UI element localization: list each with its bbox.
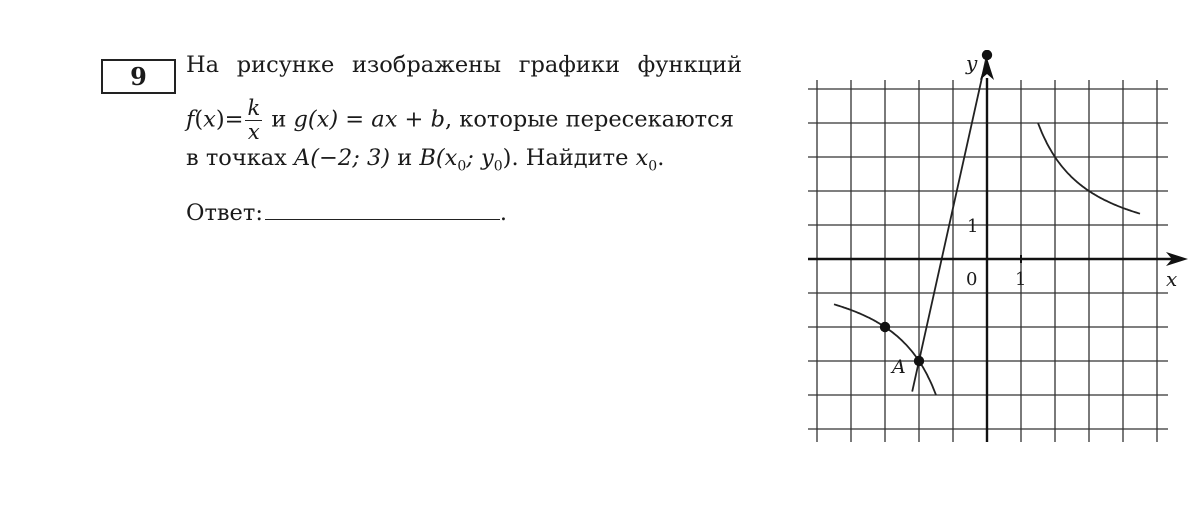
task-line-1 xyxy=(186,52,742,78)
graph-point-marker xyxy=(982,50,992,60)
word: графики xyxy=(518,52,620,78)
conjunction: и xyxy=(264,106,294,133)
g-definition: g(x) = ax + b xyxy=(293,106,445,133)
task-line-3 xyxy=(186,145,664,175)
fraction-k-over-x xyxy=(245,98,262,143)
fraction-numerator: k xyxy=(247,96,261,120)
function-graph xyxy=(800,50,1196,450)
f-open: ( xyxy=(194,106,204,133)
line-2-tail: , которые пересекаются xyxy=(444,106,734,133)
word: рисунке xyxy=(236,52,335,78)
equals-sign: = xyxy=(224,106,244,133)
y-axis-arrow xyxy=(980,58,994,80)
answer-label: Ответ: xyxy=(186,200,263,226)
conjunction: и xyxy=(390,145,420,171)
f-close: ) xyxy=(215,106,225,133)
word: функций xyxy=(637,52,742,78)
axes xyxy=(808,58,1188,442)
point-a: A(−2; 3) xyxy=(294,145,391,171)
x-axis-label: x xyxy=(1166,267,1178,291)
subscript: 0 xyxy=(457,158,467,175)
fraction-denominator: x xyxy=(247,120,260,144)
word: На xyxy=(186,52,220,78)
find-var: x xyxy=(635,145,649,171)
y-unit-label: 1 xyxy=(967,216,979,237)
origin-label: 0 xyxy=(966,269,978,290)
x-unit-label: 1 xyxy=(1015,269,1027,290)
line-3-find: . Найдите xyxy=(511,145,636,171)
task-number: 9 xyxy=(130,62,147,91)
graph-point-marker xyxy=(880,322,890,332)
point-a-label: A xyxy=(892,356,906,378)
answer-end: . xyxy=(499,200,508,226)
subscript: 0 xyxy=(493,158,503,175)
word: изображены xyxy=(351,52,502,78)
line-3-start: в точках xyxy=(186,145,295,171)
f-name: f xyxy=(186,106,195,133)
point-b-mid: ; y xyxy=(466,145,494,171)
point-a-marker xyxy=(914,356,924,366)
points xyxy=(880,50,992,366)
point-b-end: ) xyxy=(502,145,512,171)
answer-line xyxy=(186,200,507,226)
task-number-box xyxy=(101,59,176,94)
subscript: 0 xyxy=(648,158,658,175)
answer-blank[interactable] xyxy=(265,201,500,220)
f-var: x xyxy=(203,106,216,133)
task-line-2 xyxy=(186,98,734,143)
line-3-end: . xyxy=(657,145,665,171)
point-b-pre: B(x xyxy=(419,145,458,171)
y-axis-label: y xyxy=(966,51,978,75)
